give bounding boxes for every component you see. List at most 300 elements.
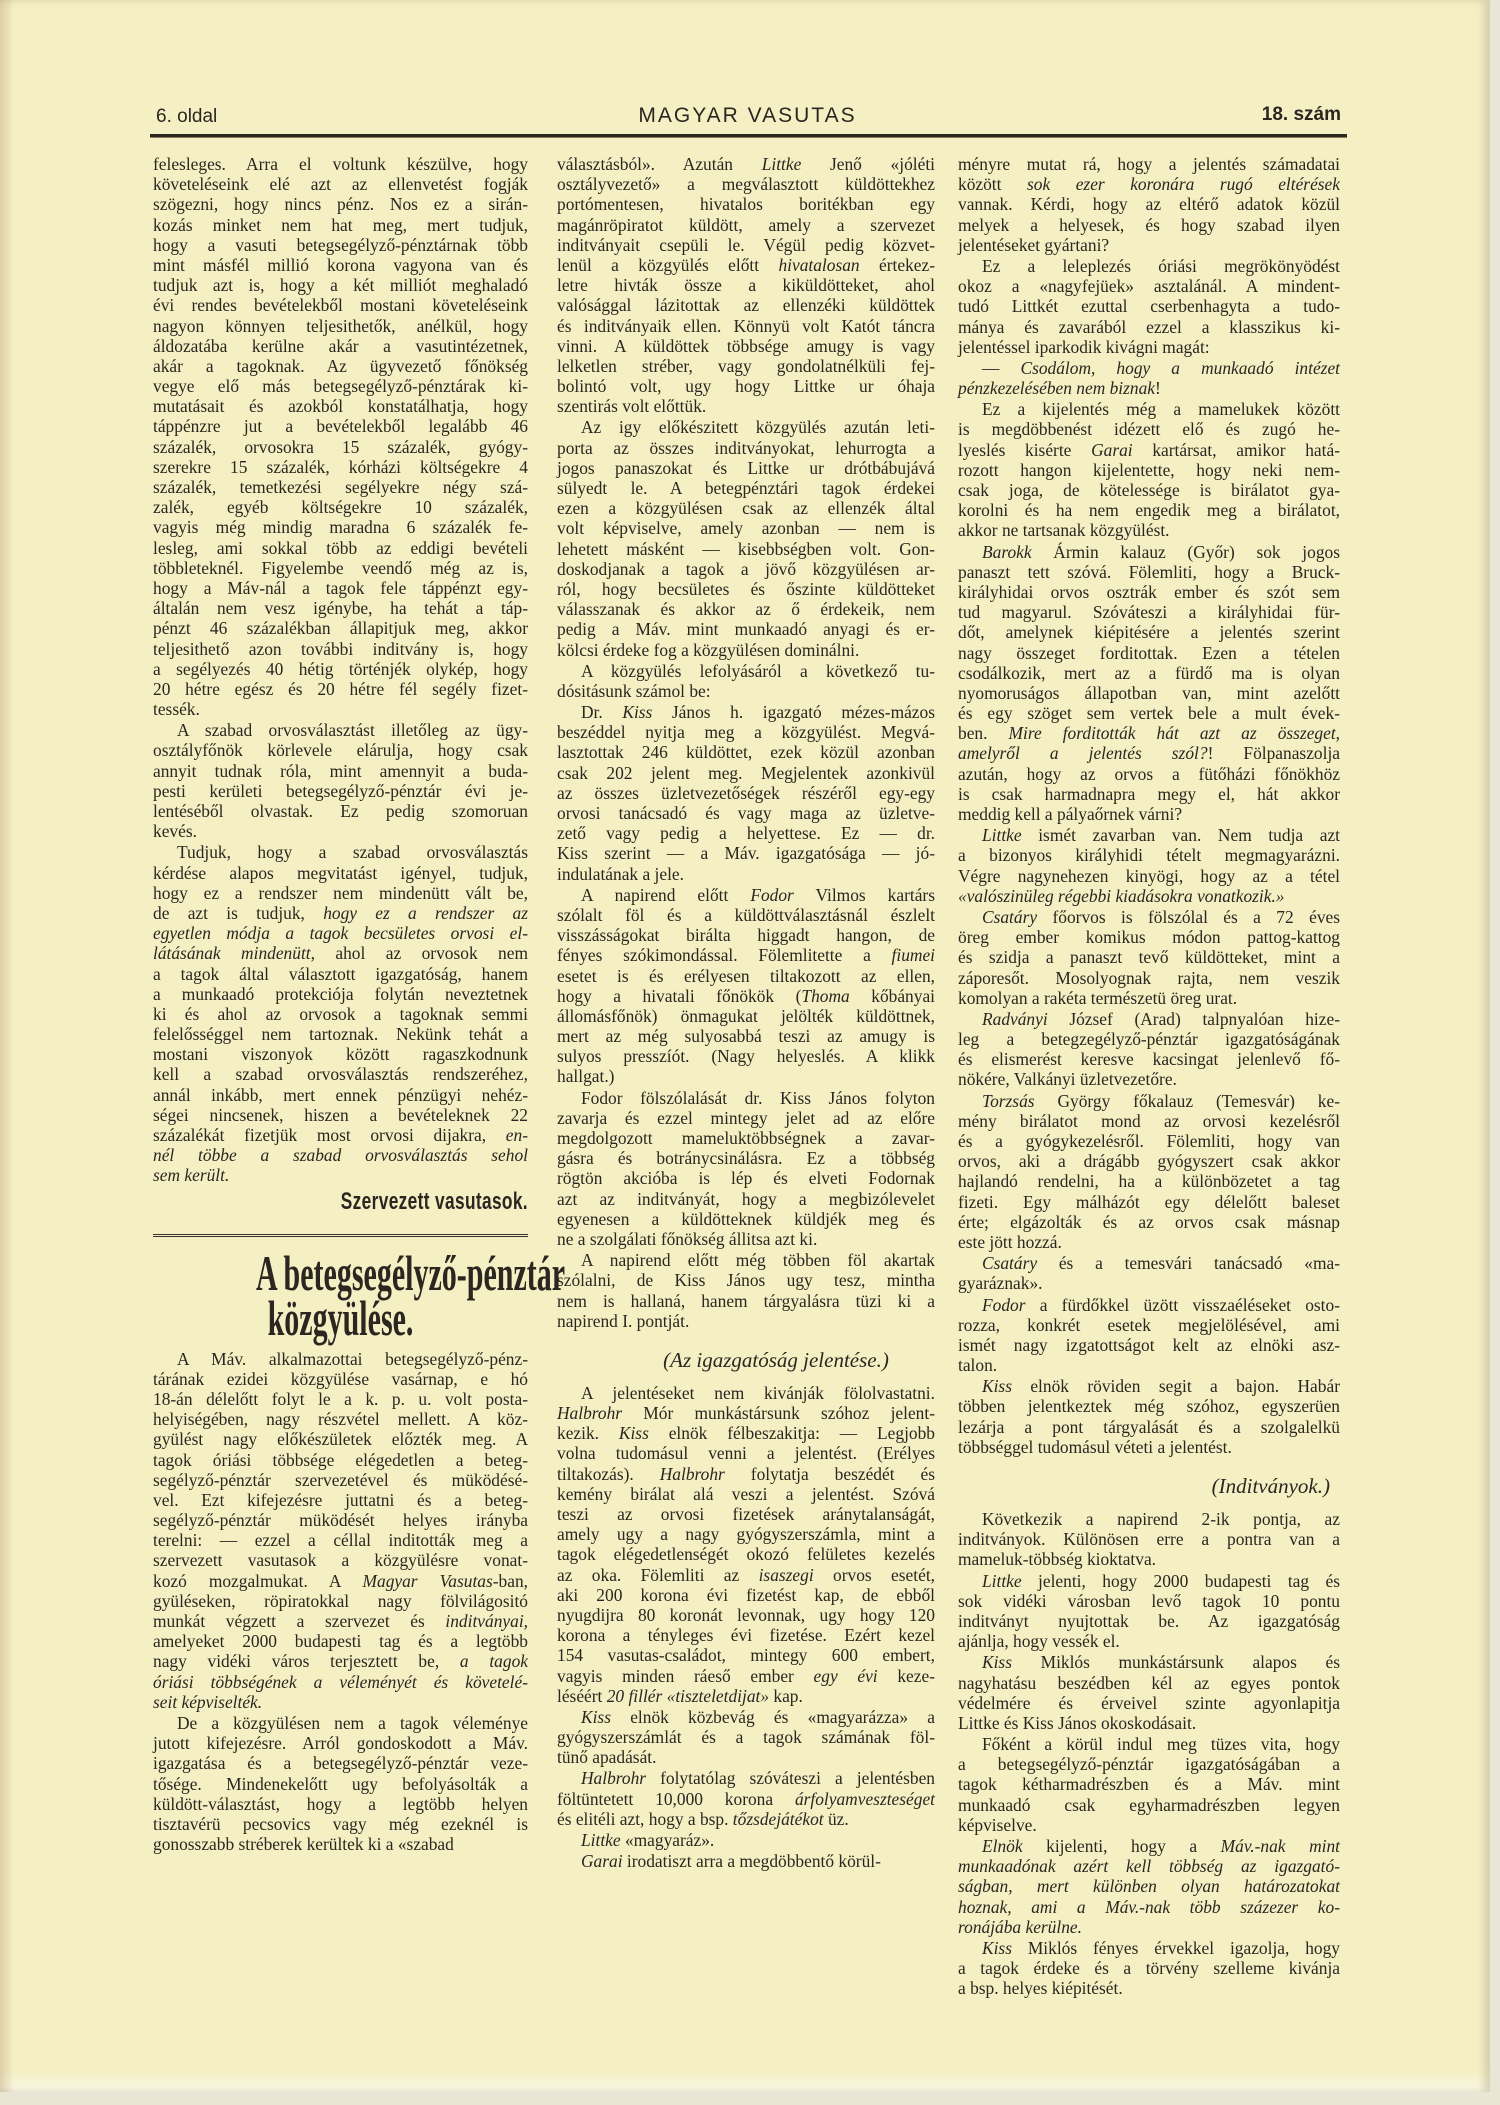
text-line: mostani viszonyok között ragaszkodnunk (153, 1044, 528, 1065)
text-line (557, 1768, 935, 1788)
headline-text: A betegsegélyző-pénztár (256, 1244, 566, 1301)
text-line: szerekre 15 százalék, kórházi költségekre 4 (153, 456, 528, 477)
text-line: hallgat.) (557, 1066, 615, 1087)
text-line: gonosszabb stréberek kerültek ki a «szabad (153, 1834, 454, 1855)
text-line: indulatának a jele. (557, 863, 684, 884)
page-edge-shadow (0, 0, 14, 2092)
text-segment: orvos esetét, (813, 1564, 935, 1585)
paragraph (958, 399, 1340, 540)
headline-line (153, 1289, 528, 1346)
text-line: mutatásait és azokból konstatálhatja, hogy (153, 396, 528, 417)
text-line: mint másfél millió korona vagyona van és (153, 254, 528, 275)
text-line: visszásságokat birálta higgadt hangon, de (557, 925, 935, 946)
text-line (557, 986, 935, 1006)
text-line (153, 1611, 528, 1631)
text-line: melyek a helyesek, és hogy szabad ilyen (958, 214, 1340, 235)
text-segment: irodatiszt arra a megdöbbentő körül- (622, 1851, 881, 1872)
text-line: hogy a vasuti betegsegélyző-pénztárnak több (153, 234, 528, 255)
text-line (557, 1565, 935, 1585)
italic-text: Halbrohr (659, 1463, 725, 1484)
column-2 (557, 154, 935, 1872)
text-line: többen jelentkeztek még szóhoz, egyszerüen (958, 1396, 1340, 1417)
paragraph (153, 842, 528, 1185)
text-line: segélyző-pénztár szervezetével és müködésé- (153, 1469, 528, 1490)
text-line: igazgatása és a betegsegélyző-pénztár veze- (153, 1753, 528, 1774)
text-line: a munkaadó protekciója folytán neveztetnek (153, 983, 528, 1004)
text-line: letre hivták össze a kiküldötteket, ahol (557, 275, 935, 296)
text-segment: de azt is tudjuk, (153, 902, 324, 923)
text-line: többséggel tudomásul véteti a jelentést. (958, 1436, 1232, 1457)
italic-text: Radványi (982, 1008, 1048, 1029)
text-line (958, 440, 1340, 460)
italic-text: «valószinüleg régebbi kiadásokra vonatkozik.» (958, 885, 1285, 906)
italic-text: nél többe a szabad orvosválasztás sehol (153, 1145, 528, 1166)
text-line: a segélyezés 40 hétig történjék olykép, hogy (153, 658, 528, 679)
text-line: vel. Ezt kifejezésre juttatni és a beteg- (153, 1489, 528, 1510)
paragraph (958, 1734, 1340, 1835)
italic-text: inditványai, (445, 1611, 528, 1631)
paragraph (153, 720, 528, 841)
text-line: gyaráznak». (958, 1273, 1043, 1294)
italic-text: Magyar Vasutas (362, 1570, 493, 1591)
paragraph (958, 1571, 1340, 1652)
text-line: csak 202 jelent meg. Megjelentek azonkivül (557, 762, 935, 783)
text-line: jutott kifejezésre. Arról gondoskodott a Máv. (153, 1733, 528, 1754)
italic-text: Thoma (801, 985, 850, 1006)
text-line: szögezni, hogy nincs pénz. Nos ez a sirán- (153, 194, 528, 215)
page-number: 6. oldal (156, 106, 218, 127)
paragraph (557, 1088, 935, 1250)
text-line: Ez a kijelentés még a mamelukek között (982, 399, 1340, 420)
text-line: szólalt föl és a küldöttválasztásnál észlelt (557, 904, 935, 925)
text-line: esetet is és erélyesen tiltakozott az ellen, (557, 965, 935, 986)
text-line: nyomoruságos állapotban van, mint azelőtt (958, 682, 1340, 703)
text-line (557, 1666, 935, 1686)
text-line (557, 154, 935, 174)
text-line: dósitásunk számol be: (557, 680, 711, 701)
italic-text: Kiss (982, 1937, 1012, 1958)
text-line: csodálkozik, mert az a fürdő ma is olyan (958, 662, 1340, 683)
text-line: dőt, amelynek kiépitésére a jelentés szerint (958, 622, 1340, 643)
header-rule (150, 134, 1347, 138)
text-line: rögtön akcióba is lép és elveti Fodornak (557, 1168, 935, 1189)
text-line: jogos panaszokat és Littke ur drótbábujává (557, 457, 935, 478)
italic-text: ságban, mert különben olyan határozatokat (958, 1876, 1340, 1897)
paragraph (557, 1250, 935, 1331)
text-line: mameluk-többség kioktatva. (958, 1549, 1157, 1570)
italic-text: sem került. (153, 1165, 230, 1186)
italic-text: egyetlen módja a tagok becsületes orvosi el- (153, 923, 528, 944)
text-line: helyiségében, nagy részvétel mellett. A köz- (153, 1409, 528, 1430)
signature (153, 1187, 528, 1222)
text-line: osztályfőnök körlevele elárulja, hogy csak (153, 740, 528, 761)
text-line: tudó Littkét ezuttal cserbenhagyta a tudo- (958, 296, 1340, 317)
text-segment: «magyaráz». (620, 1830, 715, 1850)
italic-text: sok ezer koronára rugó eltérések (1027, 174, 1340, 195)
text-line: tessék. (153, 699, 200, 720)
text-segment: jelenti, hogy 2000 budapesti tag és (1021, 1570, 1340, 1591)
text-line: A Máv. alkalmazottai betegsegélyző-pénz- (177, 1348, 528, 1369)
text-segment: tiltakozás). (557, 1463, 660, 1484)
italic-text: a tagok (459, 1651, 528, 1672)
text-line: ségei nincsenek, hiszen a bevételeknek 22 (153, 1104, 528, 1125)
text-line (958, 1938, 1340, 1958)
italic-text: Fodor (982, 1294, 1026, 1315)
text-line: Végre nagynehezen kinyögi, hogy az a tétel (958, 865, 1340, 886)
text-line (557, 1423, 935, 1443)
text-line: Főként a körül indul meg tüzes vita, hogy (982, 1734, 1340, 1755)
paragraph (557, 1707, 935, 1768)
paragraph (958, 1509, 1340, 1570)
text-segment: Ármin kalauz (Győr) sok jogos (1031, 541, 1340, 562)
paragraph (557, 1383, 935, 1706)
italic-text: Kiss (581, 1706, 611, 1727)
text-segment: nagy vidéki város terjesztett be, (153, 1651, 460, 1672)
text-segment: A napirend előtt (581, 884, 751, 905)
paragraph (557, 1851, 935, 1871)
text-line: volt képviselve, amely azonban — nem is (557, 518, 935, 539)
text-line: osztályvezető» a megválasztott küldöttekhez (557, 174, 935, 195)
text-segment: folytatja beszédét és (724, 1463, 935, 1484)
text-line: munkaadó csak egyharmadrészben legyen (958, 1794, 1340, 1815)
text-line: kölcsi érdeke fog a közgyülésen dominálni. (557, 639, 860, 660)
text-line: egyenesen a küldötteknek küldjék meg és (557, 1208, 935, 1229)
text-line: nagy összeget forditottak. Ezen a tételen (958, 642, 1340, 663)
column-3 (958, 154, 1340, 2000)
text-line: a tagok által választott igazgatóság, hanem (153, 963, 528, 984)
text-line: este jött hozzá. (958, 1231, 1062, 1252)
text-line: akkor ne tartsanak közgyülést. (958, 520, 1170, 541)
text-line: mény birálatot mond az orvosi kezelésről (958, 1110, 1340, 1131)
text-line (958, 542, 1340, 562)
text-segment: és a temesvári tanácsadó «ma- (1037, 1253, 1340, 1274)
text-segment: János h. igazgató mézes-mázos (652, 702, 935, 723)
paragraph (557, 1768, 935, 1829)
text-line: aki 200 korona évi fizetést kap, de ebből (557, 1584, 935, 1605)
text-line (153, 943, 528, 963)
text-line: nagyhatásu beszédben kél az egyes pontok (958, 1672, 1340, 1693)
text-line: hogy ez a rendszer nem mindenütt vált be, (153, 882, 528, 903)
text-line: sülyedt le. A betegpénztári tagok érdekei (557, 478, 935, 498)
text-line: csak joga, de kötelessége is birálatot gya- (958, 480, 1340, 500)
text-line: nökére, Valkányi üzletvezetőre. (958, 1069, 1177, 1090)
text-line: A napirend előtt még többen föl akartak (581, 1250, 935, 1271)
italic-text: Littke (581, 1830, 621, 1850)
text-line: érte; elgázolták és az orvos csak másnap (958, 1211, 1340, 1232)
italic-text: tőzsdejátékot (732, 1808, 824, 1829)
italic-text: seit képviselték. (153, 1691, 263, 1712)
text-line: lelketlen stréber, vagy gondolatnélküli fej- (557, 355, 935, 376)
text-line: is megdöbbenést idézett elő és zugó he- (958, 419, 1340, 440)
paragraph (958, 1376, 1340, 1457)
text-line: pedig a Máv. mint munkaadó anyagi és er- (557, 619, 935, 640)
text-line: leg a betegzegélyző-pénztár igazgatóságának (958, 1029, 1340, 1050)
italic-text: hivatalosan (778, 254, 860, 275)
text-line: megdolgozott mameluktöbbségnek a zavar- (557, 1128, 935, 1148)
text-segment: , ahol az orvosok nem (310, 943, 529, 964)
text-line (153, 1571, 528, 1591)
text-line (958, 1876, 1340, 1896)
text-line: porta az összes inditványokat, lehurrogta a (557, 437, 935, 458)
text-line: öreg ember komikus módon pattog-kattog (958, 927, 1340, 948)
text-line (958, 1652, 1340, 1672)
text-segment: György főkalauz (Temesvár) ke- (1034, 1090, 1340, 1111)
text-segment: folytatólag szóváteszi a jelentésben (646, 1768, 935, 1789)
text-line (958, 1571, 1340, 1591)
text-line (153, 1125, 528, 1145)
text-segment: főorvos is fölszólal és a 72 éves (1037, 906, 1340, 927)
text-line (958, 1295, 1340, 1315)
paragraph (958, 542, 1340, 825)
text-segment: Jenő «jóléti (801, 154, 935, 174)
italic-text: isaszegi (758, 1564, 814, 1585)
text-line: vannak. Kérdi, hogy az eltérő adatok közül (958, 194, 1340, 215)
text-line (153, 1145, 528, 1165)
text-line: ményre mutat rá, hogy a jelentés számadatai (958, 154, 1340, 174)
text-line: évi rendes bevételekből mostani követeléseink (153, 295, 528, 316)
text-line: zavarja és ezzel mintegy jelet ad az előre (557, 1107, 935, 1128)
text-line: okoz a «nagyfejüek» asztalánál. A mindent- (958, 276, 1340, 297)
text-line: táppénzre jut a bevételekből legalább 46 (153, 416, 528, 437)
text-line: tünő apadását. (557, 1747, 657, 1768)
text-line (153, 923, 528, 943)
text-segment: értekez- (859, 254, 935, 275)
text-line (958, 1836, 1340, 1856)
text-line: rozott hangon kijelentette, hogy neki nem- (958, 459, 1340, 480)
text-line: 154 vasutas-családot, mintegy 600 embert, (557, 1645, 935, 1666)
text-segment: keze- (877, 1665, 935, 1686)
italic-text: Garai (1091, 439, 1133, 460)
text-line: tagok óriási többsége elégedetlen a beteg- (153, 1449, 528, 1470)
text-line: hogy a Máv-nál a tagok fele táppénzt egy- (153, 577, 528, 598)
paragraph (958, 1253, 1340, 1293)
italic-text: Garai (581, 1851, 623, 1872)
text-line: rozza, konkrét esetek megjelölésével, ami (958, 1314, 1340, 1335)
text-line (958, 825, 1340, 845)
text-line: a bizonyos királyhidi tételt megmagyarázni. (958, 845, 1340, 866)
text-line: vegye elő más betegsegélyző-pénztárak ki- (153, 376, 528, 397)
text-line: doskodjanak a tagok a jövő közgyülésen ar- (557, 558, 935, 579)
text-segment: — (982, 357, 1021, 378)
italic-text: Kiss (618, 1423, 649, 1444)
text-line (153, 1692, 528, 1712)
text-line: hajlandó rendelni, ha a különbözetet a tag (958, 1171, 1340, 1192)
text-line (958, 743, 1340, 763)
text-line: lesleg, ami sokkal több az eddigi bevételi (153, 537, 528, 558)
text-line: általán nem vesz igénybe, ha tehát a táp- (153, 598, 528, 619)
italic-text: munkaadónak azért kell többség az igazgató- (958, 1856, 1340, 1877)
text-line: Littke és Kiss János okoskodásait. (958, 1712, 1197, 1733)
text-line: is csak harmadnapra megy el, hát akkor (958, 783, 1340, 804)
italic-text: en- (505, 1125, 528, 1145)
italic-text: Máv.-nak mint (1220, 1836, 1340, 1856)
text-line: vinni. A küldöttek többsége amugy is vagy (557, 335, 935, 356)
text-line: terelni: — ezzel a céllal inditották meg a (153, 1530, 528, 1551)
paragraph (557, 1830, 935, 1850)
text-segment: vagyis minden ráeső ember (557, 1665, 814, 1686)
text-line: szólalni, de Kiss János ugy tesz, mintha (557, 1270, 935, 1291)
section-subheading: (Inditványok.) (1211, 1474, 1330, 1498)
text-line: ne a szolgálati főnökség állitsa azt ki. (557, 1228, 818, 1249)
text-line: Tudjuk, hogy a szabad orvosválasztás (177, 842, 528, 863)
text-line: Fodor fölszólalását dr. Kiss János folyton (581, 1087, 935, 1108)
italic-text: Halbrohr (581, 1768, 647, 1789)
text-line (557, 1464, 935, 1484)
text-line: annyit tudnak róla, mint amennyit a buda- (153, 760, 528, 781)
text-line: sulyos presszíót. (Nagy helyeslés. A klikk (557, 1046, 935, 1067)
text-line: tud magyarul. Szóváteszi a királyhidai für- (958, 602, 1340, 623)
text-line (958, 378, 1340, 398)
text-line: nem is hallaná, hanem tárgyalásra tüzi ki a (557, 1290, 935, 1311)
text-line: királyhidai orvos osztrák ember és szót sem (958, 581, 1340, 602)
paragraph (557, 154, 935, 416)
text-line: 20 hétre egész és 20 hétre fél segély fizet- (153, 678, 528, 699)
italic-text: 20 fillér «tiszteletdijat» (606, 1685, 770, 1706)
text-line: korona a tényleges évi fizetése. Ezért kezel (557, 1625, 935, 1646)
paragraph (557, 885, 935, 1087)
text-line (958, 1253, 1340, 1273)
text-line: nagyon könnyen teljesithetők, anélkül, hogy (153, 315, 528, 336)
text-line: volna tudomásul venni a jelentést. (Erélyes (557, 1443, 935, 1464)
text-line: pesti kerületi betegsegélyző-pénztár évi je- (153, 780, 528, 801)
text-segment: kap. (769, 1685, 803, 1706)
text-line: és egy szöget sem vertek bele a mult évek- (958, 703, 1340, 724)
text-segment: kezik. (557, 1423, 619, 1444)
text-line: tisztavérü pecsovics vagy még ezeknél is (153, 1813, 528, 1834)
text-line (557, 1809, 935, 1829)
text-line: kemény birálat alá veszi a jelentést. Szóvá (557, 1483, 935, 1504)
paragraph (557, 702, 935, 884)
text-line: áldozatába kerülne akár a vasutintézetnek, (153, 335, 528, 356)
text-line: ezen a közgyülésen csak az ellenzék által (557, 498, 935, 519)
text-line: gyüléseken, röpiratokkal nagy fölvilágositó (153, 1590, 528, 1611)
italic-text: fiumei (891, 945, 935, 966)
italic-text: amelyről a jelentés szól? (958, 743, 1208, 764)
paragraph (958, 1295, 1340, 1376)
issue-number: 18. szám (1261, 104, 1341, 125)
text-line (557, 702, 935, 722)
text-line: zető vagy pedig a helyettese. Ez — dr. (557, 823, 935, 844)
text-line: bolintó volt, ugy hogy Littke ur óhaja (557, 376, 935, 397)
paragraph (557, 417, 935, 659)
text-line: gyógyszerszámlát és a tagok számának föl- (557, 1727, 935, 1748)
text-line (557, 1707, 935, 1727)
text-line (958, 1376, 1340, 1396)
text-line: a betegsegélyző-pénztár igazgatóságában a (958, 1754, 1340, 1775)
text-line (557, 1789, 935, 1809)
text-line: panaszt tett szóvá. Fölemliti, hogy a Bruck- (958, 561, 1340, 582)
text-line: orvosi tanácsadó és vagy maga az üzletve- (557, 803, 935, 823)
italic-text: Littke (982, 1570, 1022, 1591)
italic-text: Halbrohr (557, 1403, 623, 1424)
text-segment: ben. (958, 723, 1009, 744)
paragraph (958, 907, 1340, 1008)
text-line: kérdése alapos megvitatást igényel, tudjuk, (153, 862, 528, 883)
text-line (557, 1403, 935, 1423)
italic-text: Csodálom, hogy a munkaadó intézet (1020, 357, 1340, 378)
text-line: akár a tagoknak. Az ügyvezető főnökség (153, 355, 528, 376)
text-line: magánröpiratot küldött, amely a szervezet (557, 214, 935, 235)
text-line (958, 1009, 1340, 1029)
paragraph (958, 1938, 1340, 1999)
text-line: amely ugy a nagy gyógyszerszámla, mint a (557, 1524, 935, 1545)
italic-text: hoznak, ami a Máv.-nak több százezer ko- (958, 1896, 1340, 1917)
text-segment: kőbányai (849, 985, 935, 1006)
text-line: A jelentéseket nem kivánják fölolvastatni. (581, 1382, 935, 1403)
text-line (958, 907, 1340, 927)
text-segment: Miklós munkástársunk alapos és (1011, 1652, 1340, 1673)
text-line (958, 1091, 1340, 1111)
italic-text: látásának mindenütt (153, 943, 311, 964)
text-line: valósággal lázitottak az ellenzéki küldöttek (557, 295, 935, 316)
text-segment: és elitéli azt, hogy a bsp. (557, 1808, 733, 1829)
text-segment: kartársat, amikor hatá- (1132, 439, 1340, 460)
signature-text: Szervezett vasutasok. (340, 1187, 528, 1215)
text-line: lasztottak 246 küldöttet, ezek közül azonban (557, 742, 935, 763)
article-headline (153, 1234, 566, 1346)
text-line: és inditványaik ellen. Könnyü volt Katót táncra (557, 315, 935, 336)
text-line: szentirás volt előttük. (557, 396, 707, 417)
text-line: védelmére és érveivel szinte agyonlapitja (958, 1692, 1340, 1713)
italic-text: pénzkezelésében nem biznak (958, 378, 1156, 399)
text-line: és szidja a panaszt tevő küldötteket, mint a (958, 947, 1340, 968)
text-line: felelősséggel nem tartoznak. Nekünk tehát a (153, 1024, 528, 1045)
text-line: kozás minket nem hat meg, mert tudjuk, (153, 214, 528, 235)
paragraph (958, 825, 1340, 906)
text-segment: Mór munkástársunk szóhoz jelent- (622, 1403, 935, 1424)
text-line (958, 174, 1340, 194)
text-line: talon. (958, 1355, 998, 1376)
text-segment: elnök röviden segit a bajon. Habár (1011, 1376, 1340, 1397)
text-line: nyugdijra 80 koronát levonnak, ugy hogy 120 (557, 1604, 935, 1625)
text-line: állomásfőnök) önmagukat jelölték küldöttnek, (557, 1005, 935, 1026)
italic-text: árfolyamveszteséget (794, 1788, 935, 1809)
paragraph (958, 358, 1340, 398)
text-segment: Dr. (581, 702, 623, 723)
text-line: és a gyógykezelésről. Fölemliti, hogy van (958, 1131, 1340, 1151)
paragraph (958, 1652, 1340, 1733)
text-line: inditványait csepüli le. Végül pedig közvet- (557, 234, 935, 255)
text-segment: -ban, (492, 1570, 528, 1591)
text-line (153, 1651, 528, 1671)
text-line: pénzt 46 százalékban állapitjuk meg, akkor (153, 618, 528, 639)
paragraph (153, 1713, 528, 1854)
text-line: ismét nagy izgatottságot kelt az elnöki asz- (958, 1334, 1340, 1355)
italic-text: Littke (761, 154, 802, 174)
paragraph (958, 256, 1340, 357)
text-segment: az oka. Fölemliti az (557, 1564, 759, 1585)
text-line: sok vidéki városban levő tagok 10 pontu (958, 1590, 1340, 1611)
text-line: inditványok. Különösen erre a pontra van a (958, 1529, 1340, 1550)
page-header (150, 104, 1345, 130)
text-line (557, 1830, 935, 1850)
text-line: teljesithető azon további inditvány is, hogy (153, 638, 528, 659)
text-line: De a közgyülésen nem a tagok véleménye (177, 1712, 528, 1733)
text-line: beszéddel nyitja meg a közgyülést. Megvá- (557, 722, 935, 743)
text-line: napirend I. pontját. (557, 1310, 690, 1331)
text-line (958, 358, 1340, 378)
text-line: tudjuk azt is, hogy a két milliót meghaladó (153, 275, 528, 296)
text-segment: munkát végzett a szervezet és (153, 1611, 446, 1631)
text-line: a bsp. helyes kiépitését. (958, 1978, 1123, 1999)
text-segment: a fürdőkkel üzött visszaéléseket osto- (1025, 1294, 1340, 1315)
text-line: küldött-választást, hogy a legtöbb helyen (153, 1793, 528, 1814)
text-line: orvos, aki a drágább gyógyszert csak akkor (958, 1151, 1340, 1172)
text-line: követeléseink elé azt az ellenvetést fogják (153, 174, 528, 195)
text-line: mert az még sulyosabbá teszi az amugy is (557, 1026, 935, 1047)
text-line: lehetett másként — kisebbségben volt. Gon- (557, 538, 935, 559)
text-line: többleteknél. Figyelembe veendő még az is, (153, 557, 528, 578)
